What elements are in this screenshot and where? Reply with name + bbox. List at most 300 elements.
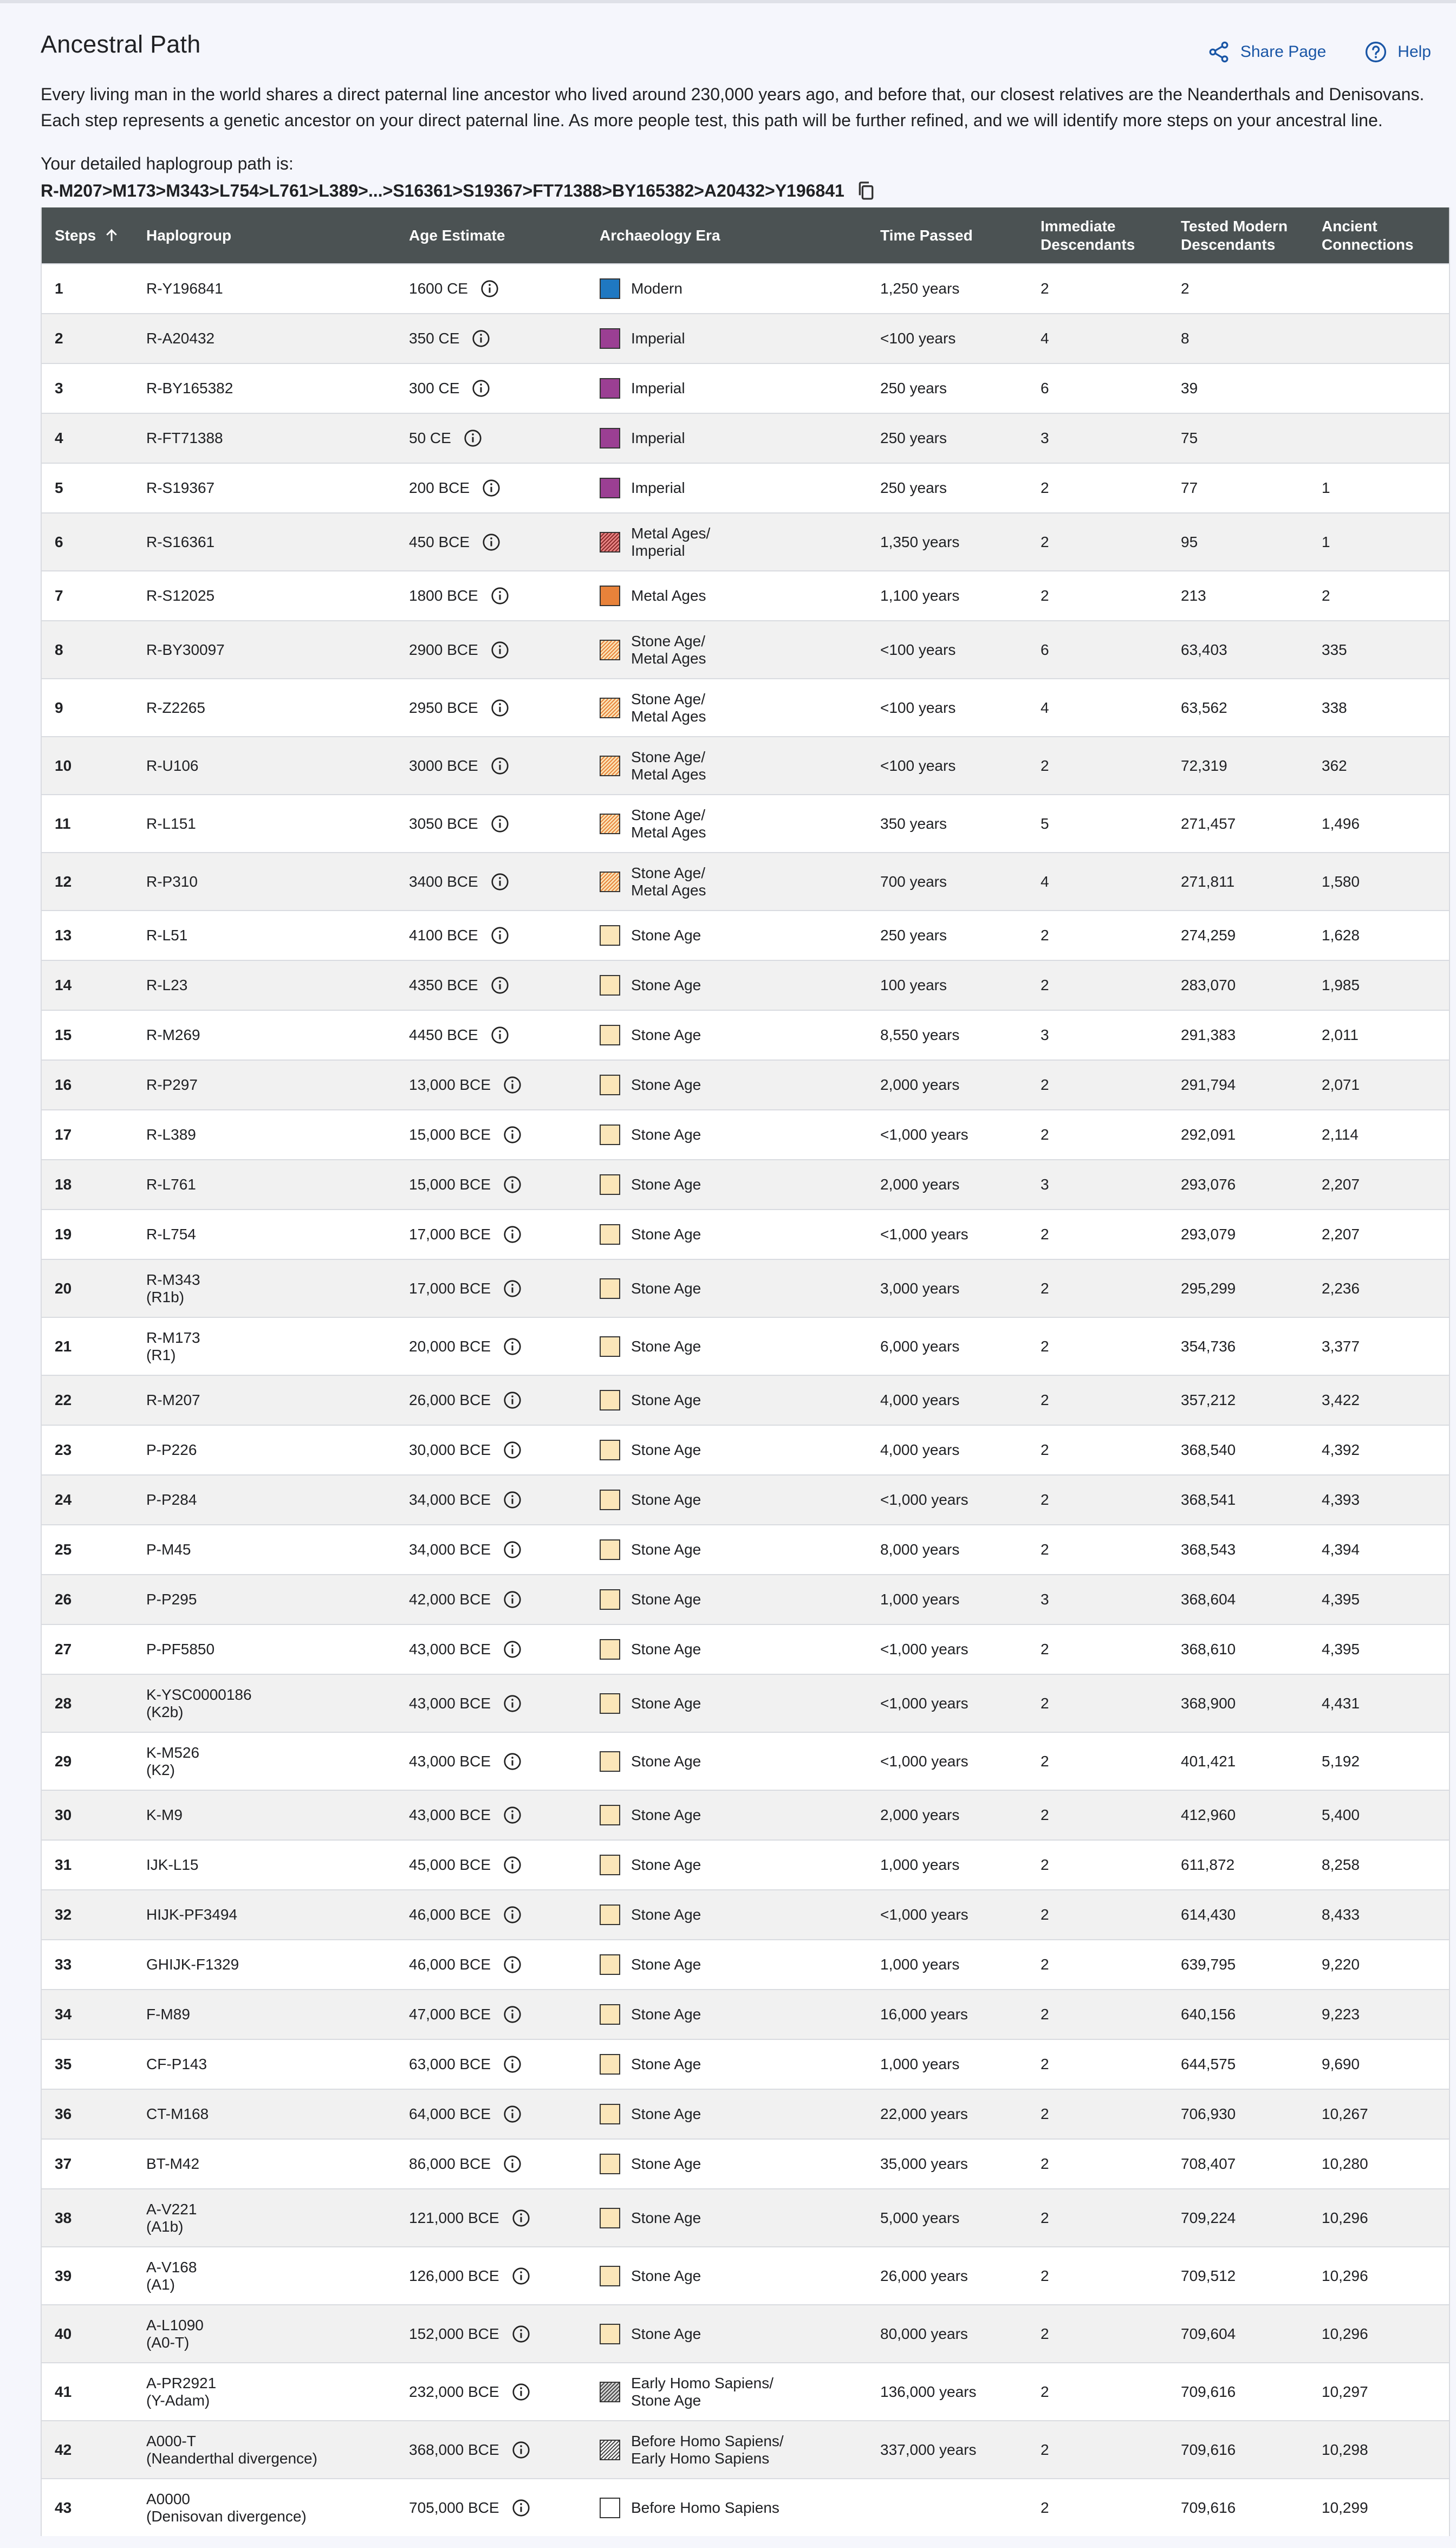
- archaeology-era-cell: [600, 1625, 701, 1674]
- step-number: 13: [55, 927, 72, 944]
- haplogroup-cell[interactable]: [146, 264, 223, 313]
- info-icon[interactable]: [490, 640, 510, 660]
- haplogroup-line: R-S16361: [146, 533, 215, 550]
- info-icon[interactable]: [482, 478, 501, 498]
- era-line: Stone Age/: [631, 806, 706, 823]
- header-steps[interactable]: [55, 207, 120, 263]
- age-estimate-cell: [409, 1061, 522, 1109]
- info-icon[interactable]: [503, 1694, 522, 1713]
- era-line: Stone Age: [631, 1392, 701, 1408]
- era-line: Stone Age: [631, 1591, 701, 1608]
- archaeology-era-cell: [600, 571, 706, 620]
- time-passed: 2,000 years: [880, 1176, 960, 1193]
- share-page-button[interactable]: [1207, 40, 1326, 64]
- step-number: 16: [55, 1076, 72, 1093]
- age-estimate-cell: [409, 621, 510, 678]
- haplogroup-cell[interactable]: [146, 571, 214, 620]
- haplogroup-cell[interactable]: [146, 1890, 237, 1939]
- haplogroup-line: A-V168: [146, 2258, 197, 2276]
- haplogroup-cell[interactable]: [146, 314, 214, 363]
- haplogroup-cell[interactable]: [146, 2140, 199, 2188]
- era-swatch-icon: [600, 1174, 620, 1195]
- time-passed: 4,000 years: [880, 1441, 960, 1458]
- tested-modern-descendants: 368,541: [1181, 1491, 1236, 1508]
- table-row: [42, 2138, 1449, 2188]
- era-line: Stone Age/: [631, 632, 706, 649]
- info-icon[interactable]: [511, 2440, 531, 2460]
- info-icon[interactable]: [503, 1540, 522, 1559]
- time-passed: 1,000 years: [880, 1956, 960, 1973]
- haplogroup-cell[interactable]: [146, 1011, 200, 1060]
- age-estimate: 121,000 BCE: [409, 2209, 499, 2226]
- ancient-connections: 9,223: [1322, 2006, 1360, 2023]
- info-icon[interactable]: [480, 279, 499, 298]
- tested-modern-descendants: 708,407: [1181, 2155, 1236, 2172]
- era-line: Stone Age: [631, 1906, 701, 1923]
- help-label: Help: [1398, 43, 1431, 61]
- time-passed: 35,000 years: [880, 2155, 968, 2172]
- info-icon[interactable]: [490, 586, 510, 606]
- era-line: Stone Age: [631, 1176, 701, 1193]
- haplogroup-cell[interactable]: [146, 1625, 214, 1674]
- age-estimate-cell: [409, 1376, 522, 1425]
- haplogroup-cell[interactable]: [146, 737, 198, 794]
- table-row: [42, 852, 1449, 910]
- age-estimate-cell: [409, 1210, 522, 1259]
- tested-modern-descendants: 291,383: [1181, 1026, 1236, 1043]
- info-icon[interactable]: [490, 926, 510, 945]
- step-number: 37: [55, 2155, 72, 2172]
- ancient-connections: 1: [1322, 533, 1330, 550]
- header-archaeology-era[interactable]: Archaeology Era: [600, 226, 720, 244]
- era-swatch-icon: [600, 1693, 620, 1714]
- haplogroup-line: P-P295: [146, 1591, 197, 1608]
- age-estimate: 152,000 BCE: [409, 2325, 499, 2342]
- immediate-descendants: 2: [1041, 1856, 1049, 1873]
- haplogroup-line: A-L1090: [146, 2316, 204, 2334]
- info-icon[interactable]: [503, 1225, 522, 1244]
- step-number: 7: [55, 587, 63, 604]
- era-line: Stone Age: [631, 2006, 701, 2023]
- haplogroup-line: A0000: [146, 2490, 190, 2507]
- age-estimate-cell: [409, 2305, 531, 2362]
- age-estimate: 43,000 BCE: [409, 1752, 491, 1770]
- info-icon[interactable]: [490, 1025, 510, 1045]
- ancient-connections: 9,690: [1322, 2056, 1360, 2072]
- ancient-connections: 4,394: [1322, 1541, 1360, 1558]
- era-line: Metal Ages: [631, 765, 706, 783]
- ancient-connections: 362: [1322, 757, 1347, 774]
- table-row: [42, 512, 1449, 570]
- archaeology-era-cell: [600, 1476, 701, 1524]
- step-number: 11: [55, 815, 71, 832]
- immediate-descendants: 4: [1041, 699, 1049, 716]
- info-icon[interactable]: [503, 1125, 522, 1145]
- time-passed: 250 years: [880, 927, 947, 944]
- haplogroup-cell[interactable]: [146, 464, 214, 512]
- tested-modern-descendants: 213: [1181, 587, 1206, 604]
- haplogroup-cell[interactable]: [146, 853, 198, 910]
- info-icon[interactable]: [503, 1175, 522, 1194]
- archaeology-era-cell: [600, 464, 685, 512]
- era-swatch-icon: [600, 1025, 620, 1045]
- haplogroup-line: GHIJK-F1329: [146, 1956, 239, 1973]
- era-line: Stone Age: [631, 1279, 701, 1297]
- age-estimate: 4100 BCE: [409, 927, 478, 944]
- info-icon[interactable]: [463, 428, 483, 448]
- ancient-connections: 4,431: [1322, 1694, 1360, 1712]
- era-swatch-icon: [600, 640, 620, 660]
- era-line: Stone Age: [631, 1491, 701, 1508]
- haplogroup-cell[interactable]: [146, 1791, 183, 1839]
- table-row: [42, 463, 1449, 512]
- info-icon[interactable]: [503, 2005, 522, 2024]
- haplogroup-cell[interactable]: [146, 1426, 197, 1474]
- era-swatch-icon: [600, 2054, 620, 2075]
- archaeology-era-cell: [600, 514, 710, 570]
- haplogroup-line: (Y-Adam): [146, 2391, 210, 2409]
- immediate-descendants: 2: [1041, 2499, 1049, 2516]
- immediate-descendants: 2: [1041, 479, 1049, 496]
- era-line: Stone Age: [631, 927, 701, 944]
- haplogroup-cell[interactable]: [146, 1318, 200, 1375]
- haplogroup-cell[interactable]: [146, 1376, 200, 1425]
- tested-modern-descendants: 354,736: [1181, 1337, 1236, 1355]
- header-age-estimate[interactable]: Age Estimate: [409, 226, 505, 244]
- tested-modern-descendants: 75: [1181, 430, 1198, 446]
- time-passed: <100 years: [880, 699, 956, 716]
- age-estimate-cell: [409, 1733, 522, 1790]
- haplogroup-cell[interactable]: [146, 1990, 190, 2039]
- haplogroup-cell[interactable]: [146, 1575, 197, 1624]
- age-estimate: 3400 BCE: [409, 873, 478, 890]
- info-icon[interactable]: [511, 2498, 531, 2518]
- era-swatch-icon: [600, 532, 620, 552]
- haplogroup-cell[interactable]: [146, 1525, 191, 1574]
- haplogroup-cell[interactable]: [146, 911, 187, 960]
- step-number: 5: [55, 479, 63, 496]
- ancient-connections: 1,496: [1322, 815, 1360, 832]
- haplogroup-line: R-L23: [146, 977, 188, 993]
- info-icon[interactable]: [471, 329, 491, 348]
- immediate-descendants: 6: [1041, 641, 1049, 658]
- page-title: Ancestral Path: [41, 30, 201, 58]
- ancient-connections: 5,192: [1322, 1752, 1360, 1770]
- haplogroup-line: P-PF5850: [146, 1641, 215, 1658]
- info-icon[interactable]: [503, 1590, 522, 1609]
- header-immediate-descendants[interactable]: [1041, 207, 1135, 263]
- ancient-connections: 338: [1322, 699, 1347, 716]
- era-line: Imperial: [631, 330, 685, 347]
- haplogroup-cell[interactable]: [146, 2040, 207, 2089]
- ancient-connections: 4,395: [1322, 1641, 1360, 1658]
- age-estimate: 17,000 BCE: [409, 1226, 491, 1243]
- era-swatch-icon: [600, 1751, 620, 1772]
- info-icon[interactable]: [503, 1390, 522, 1410]
- table-row: [42, 960, 1449, 1010]
- immediate-descendants: 2: [1041, 1279, 1049, 1297]
- info-icon[interactable]: [503, 1855, 522, 1875]
- info-icon[interactable]: [471, 379, 491, 398]
- haplogroup-cell[interactable]: [146, 364, 233, 413]
- archaeology-era-cell: [600, 2305, 701, 2362]
- age-estimate: 15,000 BCE: [409, 1176, 491, 1193]
- info-icon[interactable]: [503, 1640, 522, 1659]
- era-line: Stone Age: [631, 1956, 701, 1973]
- tested-modern-descendants: 706,930: [1181, 2105, 1236, 2122]
- haplogroup-line: P-M45: [146, 1541, 191, 1558]
- info-icon[interactable]: [503, 2055, 522, 2074]
- archaeology-era-cell: [600, 2421, 784, 2478]
- time-passed: <1,000 years: [880, 1491, 968, 1508]
- table-row: [42, 1109, 1449, 1159]
- step-number: 17: [55, 1126, 72, 1143]
- tested-modern-descendants: 709,224: [1181, 2209, 1236, 2226]
- time-passed: 250 years: [880, 380, 947, 396]
- table-row: [42, 678, 1449, 736]
- info-icon[interactable]: [490, 698, 510, 718]
- table-row: [42, 1317, 1449, 1375]
- haplogroup-cell[interactable]: [146, 2479, 307, 2536]
- table-row: [42, 1010, 1449, 1060]
- tested-modern-descendants: 295,299: [1181, 1279, 1236, 1297]
- archaeology-era-cell: [600, 2189, 701, 2246]
- age-estimate-cell: [409, 1890, 522, 1939]
- archaeology-era-cell: [600, 1733, 701, 1790]
- haplogroup-cell[interactable]: [146, 1260, 200, 1317]
- haplogroup-cell[interactable]: [146, 1675, 252, 1732]
- age-estimate-cell: [409, 1476, 522, 1524]
- info-icon[interactable]: [503, 2104, 522, 2124]
- info-icon[interactable]: [511, 2382, 531, 2402]
- haplogroup-line: R-L754: [146, 1226, 196, 1243]
- info-icon[interactable]: [503, 1805, 522, 1825]
- info-icon[interactable]: [503, 1075, 522, 1095]
- info-icon[interactable]: [490, 976, 510, 995]
- info-icon[interactable]: [482, 532, 501, 552]
- info-icon[interactable]: [503, 1279, 522, 1298]
- haplogroup-cell[interactable]: [146, 1733, 199, 1790]
- info-icon[interactable]: [511, 2266, 531, 2286]
- era-swatch-icon: [600, 428, 620, 448]
- haplogroup-cell[interactable]: [146, 2247, 197, 2304]
- haplogroup-cell[interactable]: [146, 1110, 196, 1159]
- era-swatch-icon: [600, 2266, 620, 2286]
- haplogroup-cell[interactable]: [146, 1210, 196, 1259]
- info-icon[interactable]: [503, 1337, 522, 1356]
- immediate-descendants: 2: [1041, 757, 1049, 774]
- haplogroup-cell[interactable]: [146, 795, 196, 852]
- haplogroup-line: A000-T: [146, 2432, 196, 2449]
- immediate-descendants: 2: [1041, 1491, 1049, 1508]
- time-passed: <1,000 years: [880, 1226, 968, 1243]
- haplogroup-cell[interactable]: [146, 621, 225, 678]
- table-row: [42, 620, 1449, 678]
- ancient-connections: 4,395: [1322, 1591, 1360, 1608]
- archaeology-era-cell: [600, 1110, 701, 1159]
- age-estimate-cell: [409, 2363, 531, 2420]
- archaeology-era-cell: [600, 1011, 701, 1060]
- era-line: Stone Age: [631, 1226, 701, 1243]
- age-estimate: 26,000 BCE: [409, 1392, 491, 1408]
- age-estimate: 43,000 BCE: [409, 1641, 491, 1658]
- time-passed: 700 years: [880, 873, 947, 890]
- haplogroup-line: R-BY30097: [146, 641, 225, 658]
- era-line: Stone Age: [631, 1694, 701, 1712]
- haplogroup-cell[interactable]: [146, 1160, 196, 1209]
- haplogroup-cell[interactable]: [146, 1476, 197, 1524]
- ancient-connections: 10,296: [1322, 2209, 1368, 2226]
- haplogroup-line: K-M9: [146, 1806, 183, 1823]
- tested-modern-descendants: 709,616: [1181, 2441, 1236, 2458]
- era-line: Metal Ages: [631, 823, 706, 841]
- tested-modern-descendants: 709,512: [1181, 2267, 1236, 2284]
- ancient-connections: 9,220: [1322, 1956, 1360, 1973]
- era-line: Before Homo Sapiens: [631, 2499, 779, 2516]
- ancient-connections: 10,297: [1322, 2383, 1368, 2400]
- table-header: [42, 207, 1449, 263]
- step-number: 28: [55, 1694, 72, 1712]
- haplogroup-cell[interactable]: [146, 2363, 216, 2420]
- era-swatch-icon: [600, 814, 620, 834]
- header-haplogroup[interactable]: Haplogroup: [146, 226, 232, 244]
- haplogroup-cell[interactable]: [146, 679, 205, 736]
- immediate-descendants: 2: [1041, 2325, 1049, 2342]
- haplogroup-cell[interactable]: [146, 2421, 317, 2478]
- time-passed: 1,000 years: [880, 2056, 960, 2072]
- haplogroup-cell[interactable]: [146, 514, 214, 570]
- archaeology-era-cell: [600, 314, 685, 363]
- haplogroup-line: IJK-L15: [146, 1856, 199, 1873]
- immediate-descendants: 2: [1041, 2383, 1049, 2400]
- copy-icon[interactable]: [855, 180, 877, 202]
- info-icon[interactable]: [490, 872, 510, 892]
- era-line: Stone Age/: [631, 690, 706, 707]
- age-estimate-cell: [409, 911, 510, 960]
- archaeology-era-cell: [600, 795, 706, 852]
- ancient-connections: 2,207: [1322, 1226, 1360, 1243]
- haplogroup-line: HIJK-PF3494: [146, 1906, 238, 1923]
- archaeology-era-cell: [600, 621, 706, 678]
- tested-modern-descendants: 614,430: [1181, 1906, 1236, 1923]
- ancient-connections: 10,296: [1322, 2267, 1368, 2284]
- step-number: 26: [55, 1591, 72, 1608]
- header-tested-modern-descendants[interactable]: [1181, 207, 1288, 263]
- header-ancient-connections[interactable]: [1322, 207, 1414, 263]
- archaeology-era-cell: [600, 2090, 701, 2138]
- archaeology-era-cell: [600, 1940, 701, 1989]
- era-line: Stone Age: [631, 1856, 701, 1873]
- tested-modern-descendants: 644,575: [1181, 2056, 1236, 2072]
- era-line: Modern: [631, 280, 682, 297]
- step-number: 14: [55, 977, 72, 993]
- tested-modern-descendants: 368,543: [1181, 1541, 1236, 1558]
- ancient-connections: 5,400: [1322, 1806, 1360, 1823]
- help-button[interactable]: [1364, 40, 1431, 64]
- table-row: [42, 1989, 1449, 2039]
- era-line: Stone Age/: [631, 864, 706, 881]
- header-time-passed[interactable]: Time Passed: [880, 226, 973, 244]
- age-estimate: 17,000 BCE: [409, 1279, 491, 1297]
- haplogroup-path-text: R-M207>M173>M343>L754>L761>L389>...>S16361>S19367>FT71388>BY165382>A20432>Y196841: [41, 180, 844, 200]
- info-icon[interactable]: [503, 1440, 522, 1460]
- tested-modern-descendants: 271,457: [1181, 815, 1236, 832]
- immediate-descendants: 3: [1041, 430, 1049, 446]
- era-line: Stone Age/: [631, 748, 706, 765]
- tested-modern-descendants: 72,319: [1181, 757, 1227, 774]
- info-icon[interactable]: [490, 814, 510, 834]
- ancient-connections: 1: [1322, 479, 1330, 496]
- immediate-descendants: 2: [1041, 1126, 1049, 1143]
- haplogroup-line: P-P284: [146, 1491, 197, 1508]
- step-number: 30: [55, 1806, 72, 1823]
- era-swatch-icon: [600, 756, 620, 776]
- header-tested-line2: Descendants: [1181, 236, 1276, 253]
- haplogroup-line: CF-P143: [146, 2056, 207, 2072]
- table-row: [42, 313, 1449, 363]
- immediate-descendants: 2: [1041, 1392, 1049, 1408]
- era-line: Stone Age: [631, 1337, 701, 1355]
- haplogroup-cell[interactable]: [146, 1940, 239, 1989]
- step-number: 41: [55, 2383, 72, 2400]
- info-icon[interactable]: [503, 2154, 522, 2174]
- info-icon[interactable]: [511, 2208, 531, 2228]
- sort-ascending-icon[interactable]: [103, 227, 120, 244]
- haplogroup-cell[interactable]: [146, 1841, 199, 1889]
- immediate-descendants: 4: [1041, 873, 1049, 890]
- haplogroup-cell[interactable]: [146, 1061, 198, 1109]
- ancient-connections: 2,071: [1322, 1076, 1360, 1093]
- age-estimate: 43,000 BCE: [409, 1694, 491, 1712]
- info-icon[interactable]: [503, 1490, 522, 1510]
- table-row: [42, 2362, 1449, 2420]
- archaeology-era-cell: [600, 853, 706, 910]
- haplogroup-cell[interactable]: [146, 2090, 209, 2138]
- info-icon[interactable]: [503, 1955, 522, 1974]
- info-icon[interactable]: [503, 1905, 522, 1925]
- immediate-descendants: 4: [1041, 330, 1049, 347]
- haplogroup-cell[interactable]: [146, 961, 187, 1010]
- era-swatch-icon: [600, 925, 620, 946]
- age-estimate: 30,000 BCE: [409, 1441, 491, 1458]
- tested-modern-descendants: 357,212: [1181, 1392, 1236, 1408]
- era-line: Stone Age: [631, 1126, 701, 1143]
- info-icon[interactable]: [503, 1752, 522, 1771]
- step-number: 35: [55, 2056, 72, 2072]
- ancient-connections: 2,011: [1322, 1026, 1358, 1043]
- tested-modern-descendants: 271,811: [1181, 873, 1235, 890]
- haplogroup-cell[interactable]: [146, 2305, 204, 2362]
- age-estimate-cell: [409, 2140, 522, 2188]
- info-icon[interactable]: [511, 2324, 531, 2344]
- haplogroup-cell[interactable]: [146, 2189, 197, 2246]
- time-passed: 2,000 years: [880, 1076, 960, 1093]
- time-passed: 1,250 years: [880, 280, 960, 297]
- time-passed: <100 years: [880, 757, 956, 774]
- age-estimate: 46,000 BCE: [409, 1906, 491, 1923]
- haplogroup-line: R-L151: [146, 815, 196, 832]
- immediate-descendants: 2: [1041, 2105, 1049, 2122]
- haplogroup-line: (A1): [146, 2276, 175, 2293]
- age-estimate-cell: [409, 1675, 522, 1732]
- haplogroup-line: R-BY165382: [146, 380, 233, 396]
- era-line: Imperial: [631, 380, 685, 396]
- era-swatch-icon: [600, 478, 620, 498]
- table-row: [42, 2304, 1449, 2362]
- immediate-descendants: 2: [1041, 1906, 1049, 1923]
- haplogroup-cell[interactable]: [146, 414, 223, 463]
- info-icon[interactable]: [490, 756, 510, 776]
